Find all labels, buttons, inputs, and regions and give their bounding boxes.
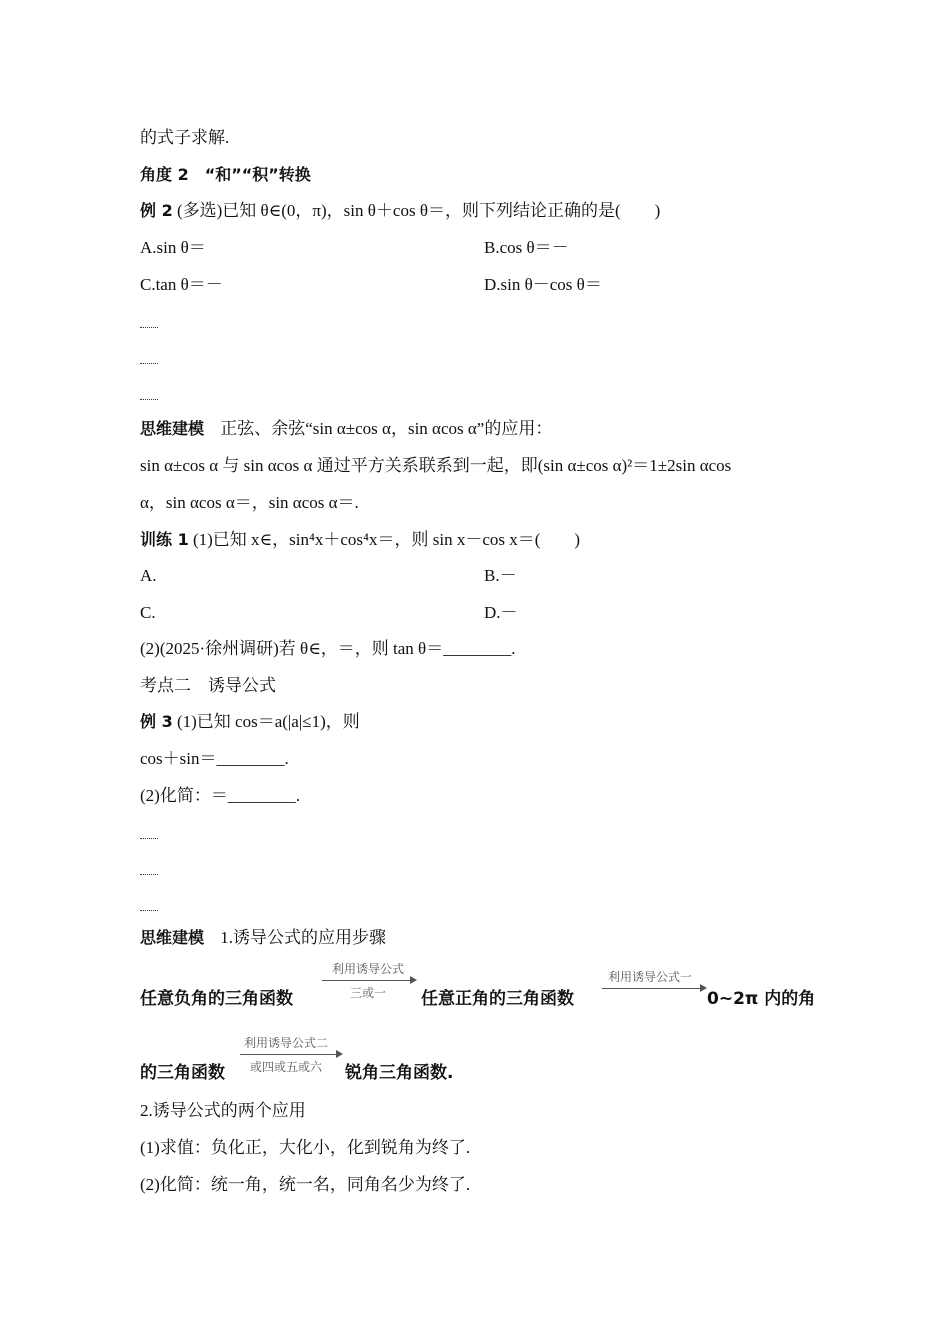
model-label: 思维建模 bbox=[140, 928, 205, 947]
arrow-label-top: 利用诱导公式 bbox=[332, 962, 405, 976]
example-label: 例 3 bbox=[140, 712, 173, 731]
thinking-model-1 bbox=[140, 418, 552, 440]
text-line: (1)求值：负化正，大化小，化到锐角为终了. bbox=[140, 1138, 471, 1157]
flow-arrow-2 bbox=[602, 968, 708, 998]
option-row bbox=[140, 237, 569, 259]
text-line: 2.诱导公式的两个应用 bbox=[140, 1101, 306, 1120]
text-line: (2)化简：统一角，统一名，同角名少为终了. bbox=[140, 1175, 471, 1194]
dotted-blank bbox=[140, 399, 158, 400]
model-text: 1.诱导公式的应用步骤 bbox=[220, 928, 387, 947]
arrow-label-bottom: 或四或五或六 bbox=[250, 1060, 323, 1074]
example-2-question bbox=[140, 200, 660, 222]
flow-arrow-3 bbox=[240, 1034, 344, 1078]
example-label: 例 2 bbox=[140, 201, 173, 220]
example-3-question bbox=[140, 711, 360, 733]
model-label: 思维建模 bbox=[140, 419, 205, 438]
arrow-label-bottom: 三或一 bbox=[350, 986, 387, 1000]
text-line: (2)化简：＝________. bbox=[140, 786, 301, 805]
option-a: A. bbox=[140, 566, 157, 585]
option-row bbox=[140, 274, 602, 296]
arrow-head-icon bbox=[336, 1050, 343, 1058]
flow-step-negative-angle: 任意负角的三角函数 bbox=[140, 989, 293, 1009]
flow-step-trig-function: 的三角函数 bbox=[140, 1063, 225, 1083]
dotted-blank bbox=[140, 838, 158, 839]
training-label: 训练 1 bbox=[140, 530, 189, 549]
training-text: (1)已知 x∈，sin⁴x＋cos⁴x＝，则 sin x－cos x＝( ) bbox=[192, 530, 581, 549]
training-1-part-2: (2)(2025·徐州调研)若 θ∈，＝，则 tan θ＝________. bbox=[140, 639, 516, 658]
text-line: α，sin αcos α＝，sin αcos α＝. bbox=[140, 493, 359, 512]
flow-step-acute-angle: 锐角三角函数. bbox=[345, 1063, 454, 1083]
option-b: B.cos θ＝－ bbox=[484, 238, 569, 257]
dotted-blank bbox=[140, 363, 158, 364]
option-row bbox=[140, 565, 517, 587]
thinking-model-2 bbox=[140, 927, 386, 949]
flow-arrow-1 bbox=[322, 960, 418, 1000]
option-c: C.tan θ＝－ bbox=[140, 275, 223, 294]
arrow-label-top: 利用诱导公式二 bbox=[244, 1036, 329, 1050]
flow-step-positive-angle: 任意正角的三角函数 bbox=[421, 989, 574, 1009]
example-text: (多选)已知 θ∈(0，π)，sin θ＋cos θ＝，则下列结论正确的是( ) bbox=[176, 201, 661, 220]
arrow-line bbox=[322, 980, 410, 981]
arrow-line bbox=[240, 1054, 336, 1055]
option-c: C. bbox=[140, 603, 156, 622]
dotted-blank bbox=[140, 327, 158, 328]
text-line: sin α±cos α 与 sin αcos α 通过平方关系联系到一起，即(sin α±cos α)²＝1±2sin αcos bbox=[140, 456, 732, 475]
training-1-question bbox=[140, 529, 580, 551]
arrow-line bbox=[602, 988, 700, 989]
text-line: 的式子求解. bbox=[140, 128, 230, 147]
arrow-head-icon bbox=[410, 976, 417, 984]
dotted-blank bbox=[140, 910, 158, 911]
section-heading: 考点二 诱导公式 bbox=[140, 676, 276, 695]
model-text: 正弦、余弦“sin α±cos α，sin αcos α”的应用： bbox=[220, 419, 553, 438]
option-b: B.－ bbox=[484, 566, 517, 585]
arrow-label-top: 利用诱导公式一 bbox=[608, 970, 693, 984]
example-text: (1)已知 cos＝a(|a|≤1)，则 bbox=[176, 712, 360, 731]
option-d: D.－ bbox=[484, 603, 518, 622]
text-line: cos＋sin＝________. bbox=[140, 749, 289, 768]
subsection-heading: 角度 2 “和”“积”转换 bbox=[140, 165, 311, 184]
option-d: D.sin θ－cos θ＝ bbox=[484, 275, 602, 294]
arrow-head-icon bbox=[700, 984, 707, 992]
option-a: A.sin θ＝ bbox=[140, 238, 206, 257]
dotted-blank bbox=[140, 874, 158, 875]
flow-step-range: 0~2π 内的角 bbox=[707, 989, 816, 1009]
option-row bbox=[140, 602, 518, 624]
